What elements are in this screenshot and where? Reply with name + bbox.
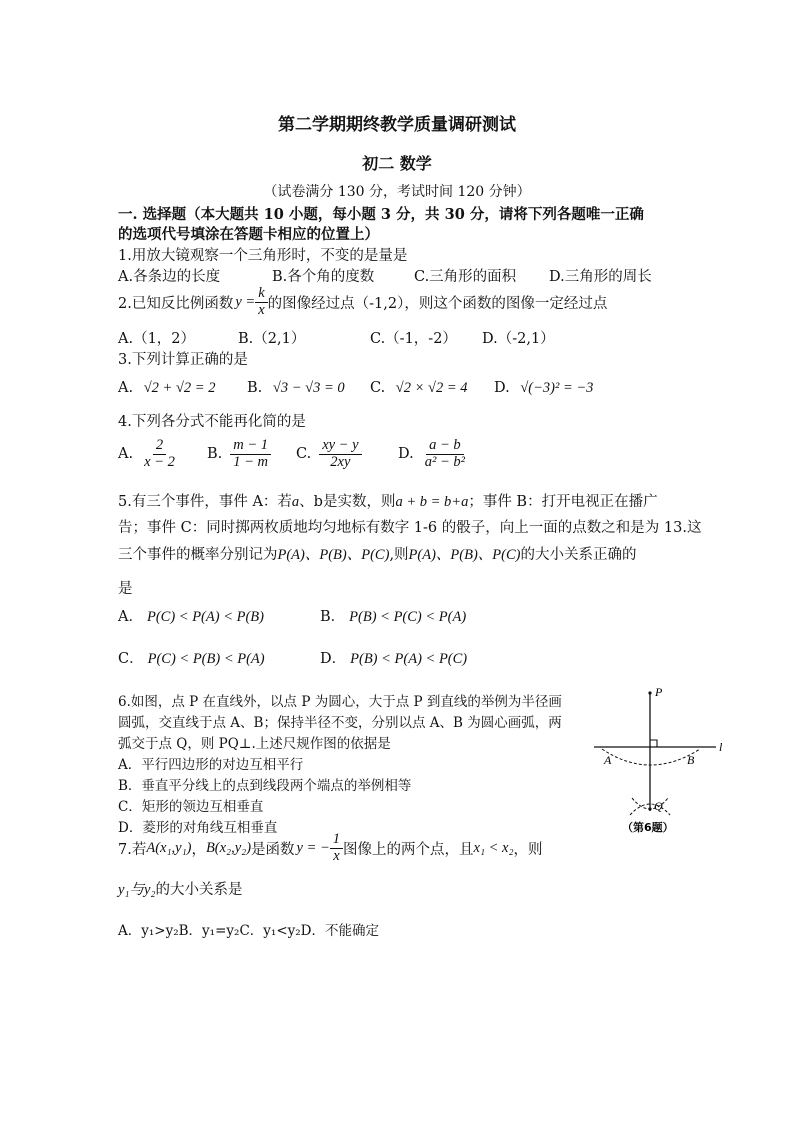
q5-line4: 是 [118,581,133,597]
exam-subtitle: 初二 数学 [362,154,432,173]
q4-option-a-label: A. [118,446,134,463]
q4-option-c-frac [319,438,361,471]
section-heading-line2: 的选项代号填涂在答题卡相应的位置上） [118,226,379,243]
q4-option-c-den: 2xy [330,453,351,470]
q7-sep: ， [191,841,206,858]
q5-option-b-expr: P(B) < P(C) < P(A) [349,609,467,625]
q2-stem-post: 的图像经过点（-1,2），则这个函数的图像一定经过点 [267,295,608,312]
section-heading-line1: 一. 选择题（本大题共 10 小题，每小题 3 分，共 30 分，请将下列各题唯一正确 [118,206,644,223]
q4-stem: 4.下列各分式不能再化简的是 [118,414,306,430]
q3-option-c-expr: √2 × √2 = 4 [395,380,468,396]
q2-stem-pre: 2.已知反比例函数 [118,295,234,312]
q6-label-p: P [655,685,663,699]
q4-option-a-num: 2 [153,438,166,455]
q2-option-c: C.（-1，-2） [370,331,457,347]
q5-line1 [118,490,658,511]
q7-line2 [118,878,242,899]
q7-fraction [330,832,343,865]
q5-line1-a: 5.有三个事件，事件 A：若 [118,494,292,510]
q1-option-d: D.三角形的周长 [549,269,652,285]
q7-post1: 图像上的两个点，且 [343,841,474,858]
q3-option-b-expr: √3 − √3 = 0 [272,380,345,396]
q4-option-a-frac [141,438,178,471]
q5-option-c-expr: P(C) < P(B) < P(A) [147,651,265,667]
q4-option-c [296,438,362,471]
q7-options: A．y₁>y₂B．y₁=y₂C．y₁<y₂D．不能确定 [118,923,379,939]
q7-line2-post: 的大小关系是 [155,882,243,898]
q5-line3 [118,543,636,564]
q5-option-d-label: D． [320,651,347,667]
q3-option-a [118,380,215,397]
q3-option-c [370,380,468,397]
q6-option-b: B．垂直平分线上的点到线段两个端点的举例相等 [118,778,412,794]
q6-label-b: B [687,753,695,767]
q5-option-b [320,605,466,626]
q3-option-c-label: C. [370,380,386,396]
q2-option-b: B.（2,1） [238,331,306,347]
q7-function-lhs: y = − [296,839,330,856]
q4-option-b [207,438,271,471]
q3-option-d-label: D. [494,380,510,396]
q6-option-c: C．矩形的领边互相垂直 [118,799,264,815]
q6-label-a: A [604,753,612,767]
q5-line3-expr2: P(A)、P(B)、P(C) [408,547,521,563]
q4-option-d-frac [422,438,468,471]
q7-pre: 7.若 [118,841,147,858]
q6-line2: 圆弧，交直线于点 A、B；保持半径不变，分别以点 A、B 为圆心画弧，两 [118,715,562,731]
q4-option-d-num: a − b [426,438,464,455]
q7-stem [118,832,543,865]
q6-figure-svg [588,683,738,838]
q3-option-b-label: B. [247,380,263,396]
q4-option-d-label: D. [398,446,414,463]
q4-option-a [118,438,178,471]
q5-line1-var: a [291,494,300,510]
q4-option-b-num: m − 1 [230,438,271,455]
q5-option-d-expr: P(B) < P(A) < P(C) [350,651,468,667]
q5-option-d [320,647,467,668]
q1-option-b: B.各个角的度数 [272,269,375,285]
q3-option-d-expr: √(−3)² = −3 [520,380,594,396]
q6-right-angle-mark [650,740,657,747]
q6-point-p [648,691,651,694]
q3-option-d [494,380,593,397]
q6-point-q [648,807,651,810]
q6-figure [588,683,738,842]
q6-figure-caption: （第6题） [622,821,674,834]
q7-point-b: B(x₂,y₂) [205,839,252,856]
q5-option-c-label: C． [118,651,144,667]
q5-option-c [118,647,265,668]
q3-option-a-label: A. [118,380,134,396]
q5-line3-a: 三个事件的概率分别记为 [118,547,278,563]
q5-option-b-label: B． [320,609,346,625]
exam-title: 第二学期期终教学质量调研测试 [278,115,516,135]
q6-option-d: D．菱形的对角线互相垂直 [118,820,278,836]
q1-option-c: C.三角形的面积 [414,269,517,285]
q2-function-lhs: y = [235,293,256,310]
q6-option-a: A．平行四边形的对边互相平行 [118,757,304,773]
q3-option-a-expr: √2 + √2 = 2 [143,380,216,396]
q6-label-q: Q [654,799,663,813]
q2-fraction-num: k [255,286,267,303]
q7-post2: ，则 [513,841,543,858]
q4-option-d [398,438,468,471]
q4-option-c-num: xy − y [319,438,361,455]
q6-line3: 弧交于点 Q，则 PQ⊥.上述尺规作图的依据是 [118,736,391,752]
q4-option-b-label: B. [207,446,223,463]
q5-line3-c: 的大小关系正确的 [520,547,637,563]
q4-option-c-label: C. [296,446,312,463]
q3-option-b [247,380,345,397]
q7-line2-expr: y₁与y₂ [118,882,156,898]
q7-point-a: A(x₁,y₁) [146,839,192,856]
q7-fraction-den: x [333,847,340,864]
q7-condition: x₁ < x₂ [473,839,514,856]
q4-option-d-den: a² − b² [424,453,465,470]
q5-option-a-label: A． [118,609,143,625]
q5-line1-expr: a + b = b+a [395,494,469,510]
q7-fraction-num: 1 [330,832,343,849]
q7-mid: 是函数 [251,841,295,858]
q2-stem [118,286,607,319]
q5-line1-c: ；事件 B：打开电视正在播广 [468,494,658,510]
exam-note: （试卷满分 130 分，考试时间 120 分钟） [263,184,531,200]
q3-stem: 3.下列计算正确的是 [118,352,248,368]
q2-fraction-den: x [258,301,265,318]
q6-label-l: l [719,740,723,754]
q6-arc-p [602,749,700,765]
q5-line2: 告；事件 C：同时掷两枚质地均匀地标有数字 1-6 的骰子，向上一面的点数之和是为 13.这 [118,520,702,536]
q4-option-a-den: x − 2 [144,453,175,470]
q2-fraction [255,286,267,319]
q5-option-a-expr: P(C) < P(A) < P(B) [146,609,264,625]
q2-option-d: D.（-2,1） [482,331,555,347]
q6-line1: 6.如图，点 P 在直线外，以点 P 为圆心，大于点 P 到直线的举例为半径画 [118,694,562,710]
q4-option-b-frac [230,438,271,471]
q5-line3-expr1: P(A)、P(B)、P(C) [277,547,390,563]
q5-line3-b: ,则 [389,547,409,563]
q4-option-b-den: 1 − m [233,453,269,470]
q1-stem: 1.用放大镜观察一个三角形时，不变的是量是 [118,248,408,264]
q5-line1-b: 、b是实数，则 [299,494,396,510]
q5-option-a [118,605,264,626]
q2-option-a: A.（1，2） [118,331,196,347]
q1-option-a: A.各条边的长度 [118,269,221,285]
